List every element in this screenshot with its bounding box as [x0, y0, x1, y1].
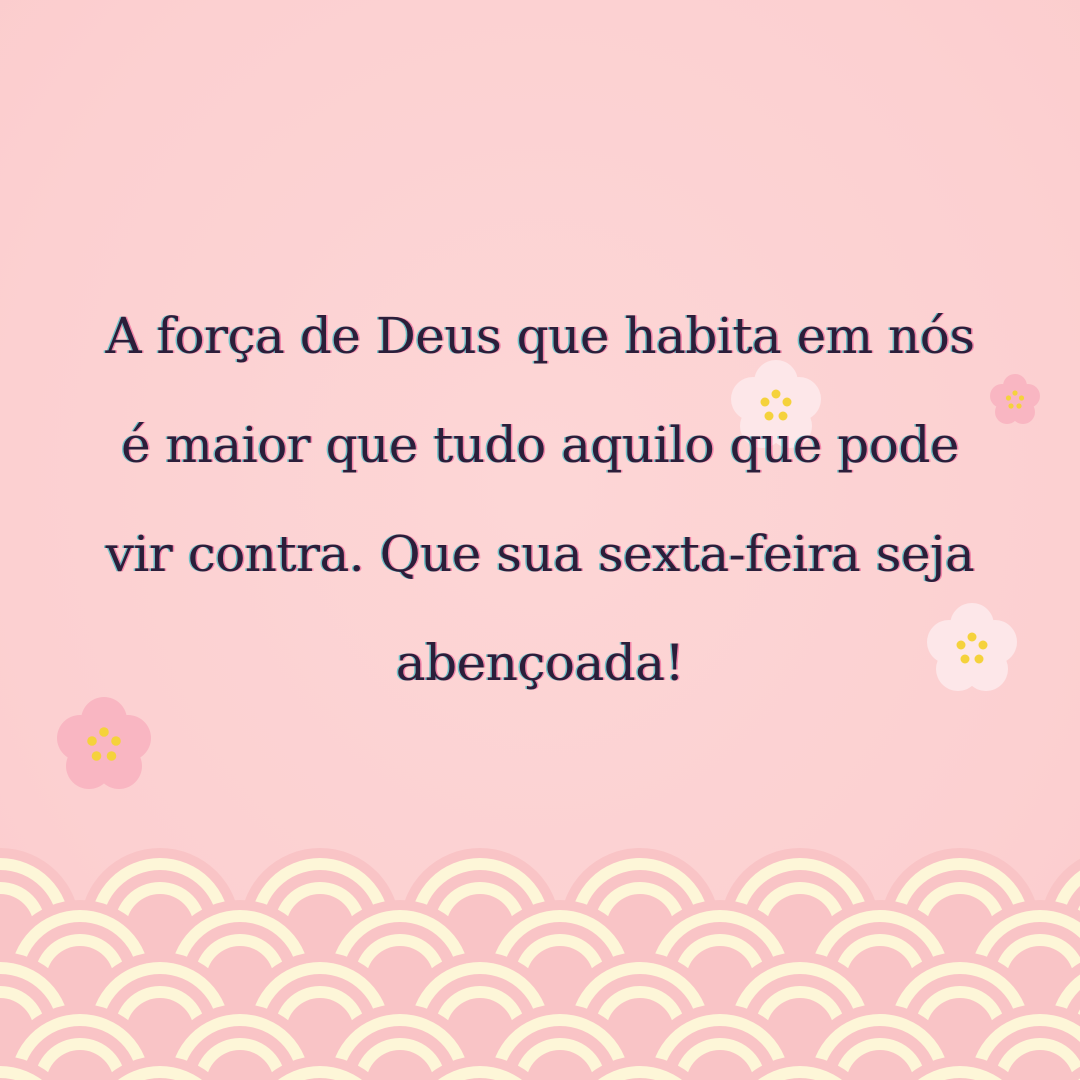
quote-line: é maior que tudo aquilo que pode — [121, 416, 959, 474]
scale-pattern-border — [0, 840, 1080, 1080]
quote-line: vir contra. Que sua sexta-feira seja — [105, 525, 975, 583]
pink-flower-icon — [982, 367, 1048, 433]
quote-line: A força de Deus que habita em nós — [105, 307, 975, 365]
quote-text — [90, 282, 990, 718]
quote-line: abençoada! — [395, 634, 685, 692]
